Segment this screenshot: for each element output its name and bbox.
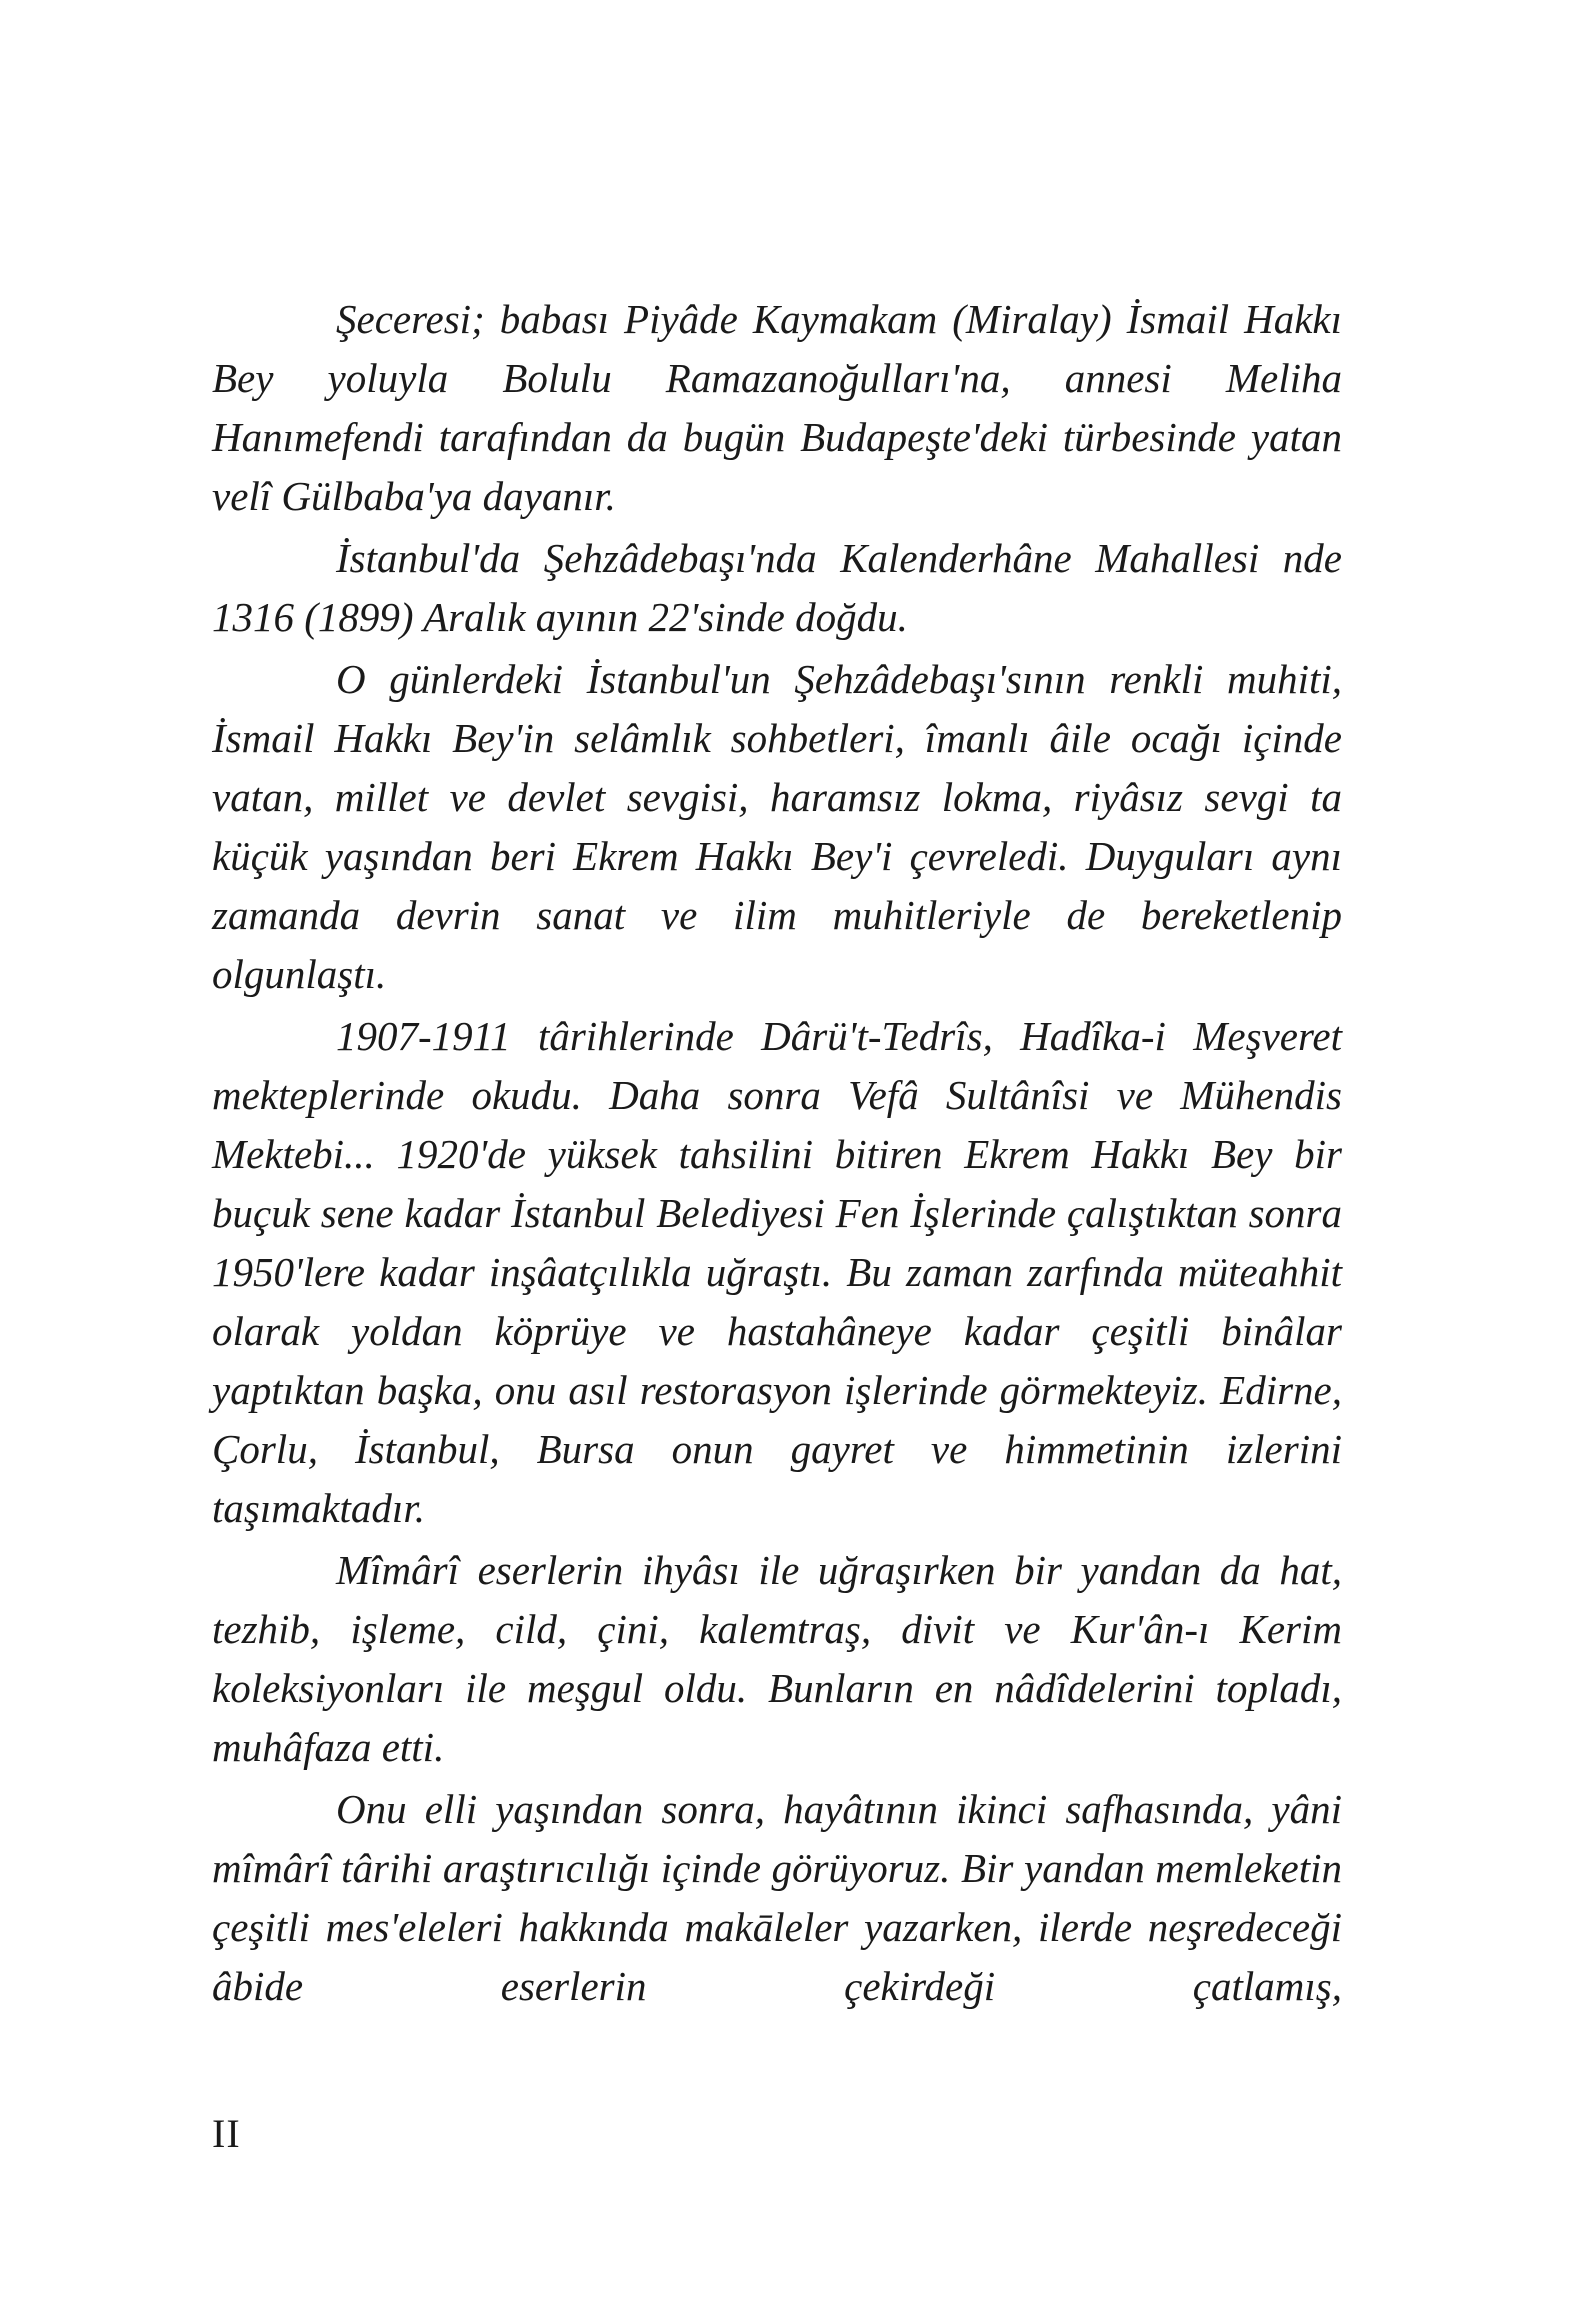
page-number: II	[212, 2111, 241, 2156]
paragraph-education-career: 1907-1911 târihlerinde Dârü't-Tedrîs, Hadîka-i Meşveret mekteplerinde okudu. Daha sonra Vefâ Sultânîsi ve Mühendis Mektebi... 1920'de yüksek tahsilini bitiren Ekrem Hakkı Bey bir buçuk sene kadar İstanbul Belediyesi Fen İşlerinde çalıştıktan sonra 1950'lere kadar inşâatçılıkla uğraştı. Bu zaman zarfında müteahhit olarak yoldan köprüye ve hastahâneye kadar çeşitli binâlar yaptıktan başka, onu asıl restorasyon işlerinde görmekteyiz. Edirne, Çorlu, İstanbul, Bursa onun gayret ve himmetinin izlerini taşımaktadır.	[212, 1013, 1342, 1531]
body-text	[212, 290, 1342, 2019]
paragraph-genealogy: Şeceresi; babası Piyâde Kaymakam (Miralay) İsmail Hakkı Bey yoluyla Bolulu Ramazanoğulları'na, annesi Meliha Hanımefendi tarafından da bugün Budapeşte'deki türbesinde yatan velî Gülbaba'ya dayanır.	[212, 296, 1342, 519]
paragraph-research: Onu elli yaşından sonra, hayâtının ikinci safhasında, yâni mîmârî târihi araştırıcılığı içinde görüyoruz. Bir yandan memleketin çeşitli mes'eleleri hakkında makāleler yazarken, ilerde neşredeceği âbide eserlerin çekirdeği çatlamış,	[212, 1786, 1342, 2009]
paragraph-birth: İstanbul'da Şehzâdebaşı'nda Kalenderhâne Mahallesi nde 1316 (1899) Aralık ayının 22'sinde doğdu.	[212, 535, 1342, 640]
paragraph-collections: Mîmârî eserlerin ihyâsı ile uğraşırken bir yandan da hat, tezhib, işleme, cild, çini, kalemtraş, divit ve Kur'ân-ı Kerim koleksiyonları ile meşgul oldu. Bunların en nâdîdelerini topladı, muhâfaza etti.	[212, 1547, 1342, 1770]
paragraph-childhood: O günlerdeki İstanbul'un Şehzâdebaşı'sının renkli muhiti, İsmail Hakkı Bey'in selâmlık sohbetleri, îmanlı âile ocağı içinde vatan, millet ve devlet sevgisi, haramsız lokma, riyâsız sevgi ta küçük yaşından beri Ekrem Hakkı Bey'i çevreledi. Duyguları aynı zamanda devrin sanat ve ilim muhitleriyle de bereketlenip olgunlaştı.	[212, 656, 1342, 997]
